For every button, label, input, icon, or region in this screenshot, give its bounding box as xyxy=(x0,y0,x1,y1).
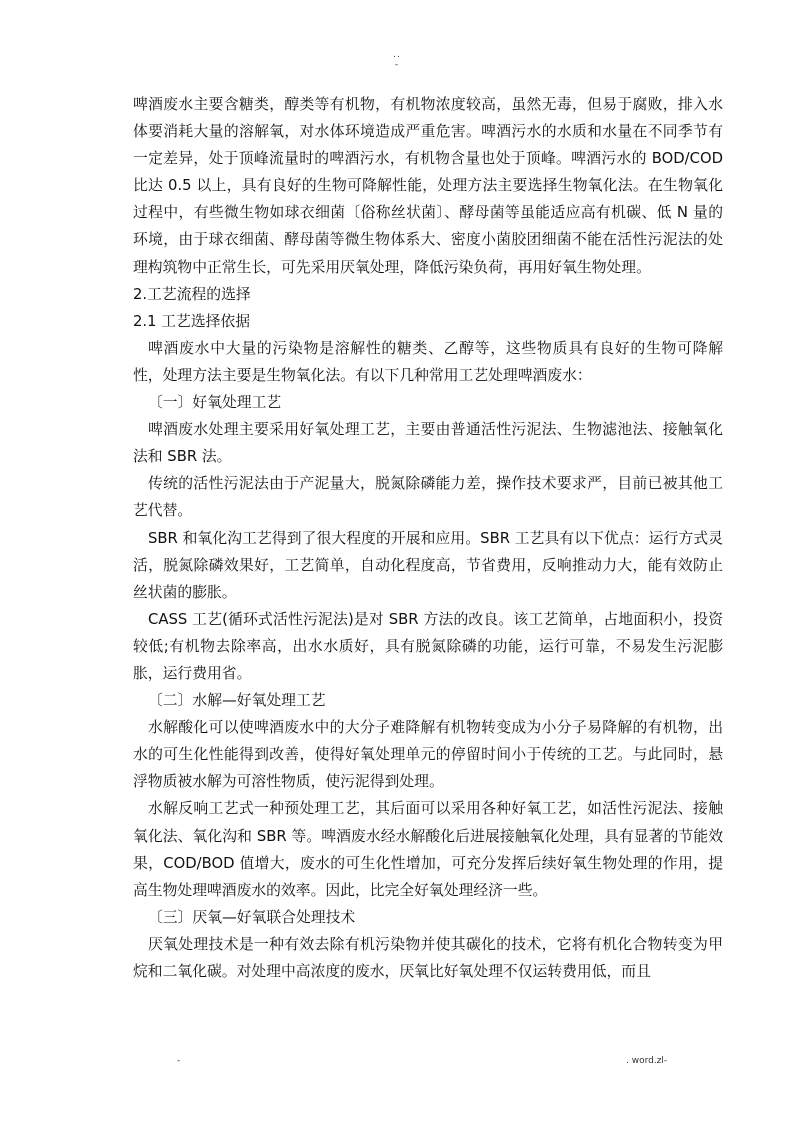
paragraph-sbr: SBR 和氧化沟工艺得到了很大程度的开展和应用。SBR 工艺具有以下优点：运行方式灵活，脱氮除磷效果好，工艺简单，自动化程度高，节省费用，反响推动力大，能有效防止丝状菌的膨胀。 xyxy=(133,529,723,601)
section-heading-2-1: 2.1 工艺选择依据 xyxy=(133,312,251,330)
document-body xyxy=(133,91,723,985)
paragraph-anaerobic: 厌氧处理技术是一种有效去除有机污染物并使其碳化的技术，它将有机化合物转变为甲烷和二氧化碳。对处理中高浓度的废水，厌氧比好氧处理不仅运转费用低，而且 xyxy=(133,935,723,980)
footer-left-mark: - xyxy=(177,1056,181,1066)
subheading-hydrolysis: 〔二〕水解—好氧处理工艺 xyxy=(148,692,326,710)
paragraph-cass: CASS 工艺(循环式活性污泥法)是对 SBR 方法的改良。该工艺简单，占地面积小，投资较低;有机物去除率高，出水水质好，具有脱氮除磷的功能，运行可靠，不易发生污泥膨胀，运行费用省。 xyxy=(133,610,723,682)
paragraph-activated-sludge: 传统的活性污泥法由于产泥量大，脱氮除磷能力差，操作技术要求严，目前已被其他工艺代替。 xyxy=(133,475,723,520)
header-mark xyxy=(0,50,794,70)
footer-right-mark: . word.zl- xyxy=(626,1056,668,1066)
subheading-aerobic: 〔一〕好氧处理工艺 xyxy=(148,394,282,412)
section-heading-2: 2.工艺流程的选择 xyxy=(133,285,251,303)
paragraph-selection-basis: 啤酒废水中大量的污染物是溶解性的糖类、乙醇等，这些物质具有良好的生物可降解性，处理方法主要是生物氧化法。有以下几种常用工艺处理啤酒废水： xyxy=(133,339,723,384)
header-dots: .. - xyxy=(393,50,401,70)
paragraph-hydrolysis-process: 水解反响工艺式一种预处理工艺，其后面可以采用各种好氧工艺，如活性污泥法、接触氧化法、氧化沟和 SBR 等。啤酒废水经水解酸化后进展接触氧化处理，具有显著的节能效果，COD/BOD 值增大，废水的可生化性增加，可充分发挥后续好氧生物处理的作用，提高生物处理啤酒废水的效率。因此，比完全好氧处理经济一些。 xyxy=(133,800,723,899)
paragraph-intro: 啤酒废水主要含糖类，醇类等有机物，有机物浓度较高，虽然无毒，但易于腐败，排入水体要消耗大量的溶解氧，对水体环境造成严重危害。啤酒污水的水质和水量在不同季节有一定差异，处于顶峰流量时的啤酒污水，有机物含量也处于顶峰。啤酒污水的 BOD/COD 比达 0.5 以上，具有良好的生物可降解性能，处理方法主要选择生物氧化法。在生物氧化过程中，有些微生物如球衣细菌〔俗称丝状菌〕、酵母菌等虽能适应高有机碳、低 N 量的环境，由于球衣细菌、酵母菌等微生物体系大、密度小菌胶团细菌不能在活性污泥法的处理构筑物中正常生长，可先采用厌氧处理，降低污染负荷，再用好氧生物处理。 xyxy=(133,96,723,276)
subheading-anaerobic: 〔三〕厌氧—好氧联合处理技术 xyxy=(148,908,356,926)
paragraph-aerobic-main: 啤酒废水处理主要采用好氧处理工艺，主要由普通活性污泥法、生物滤池法、接触氧化法和 SBR 法。 xyxy=(133,421,723,466)
paragraph-hydrolysis-acidification: 水解酸化可以使啤酒废水中的大分子难降解有机物转变成为小分子易降解的有机物，出水的可生化性能得到改善，使得好氧处理单元的停留时间小于传统的工艺。与此同时，悬浮物质被水解为可溶性物质，使污泥得到处理。 xyxy=(133,719,723,791)
